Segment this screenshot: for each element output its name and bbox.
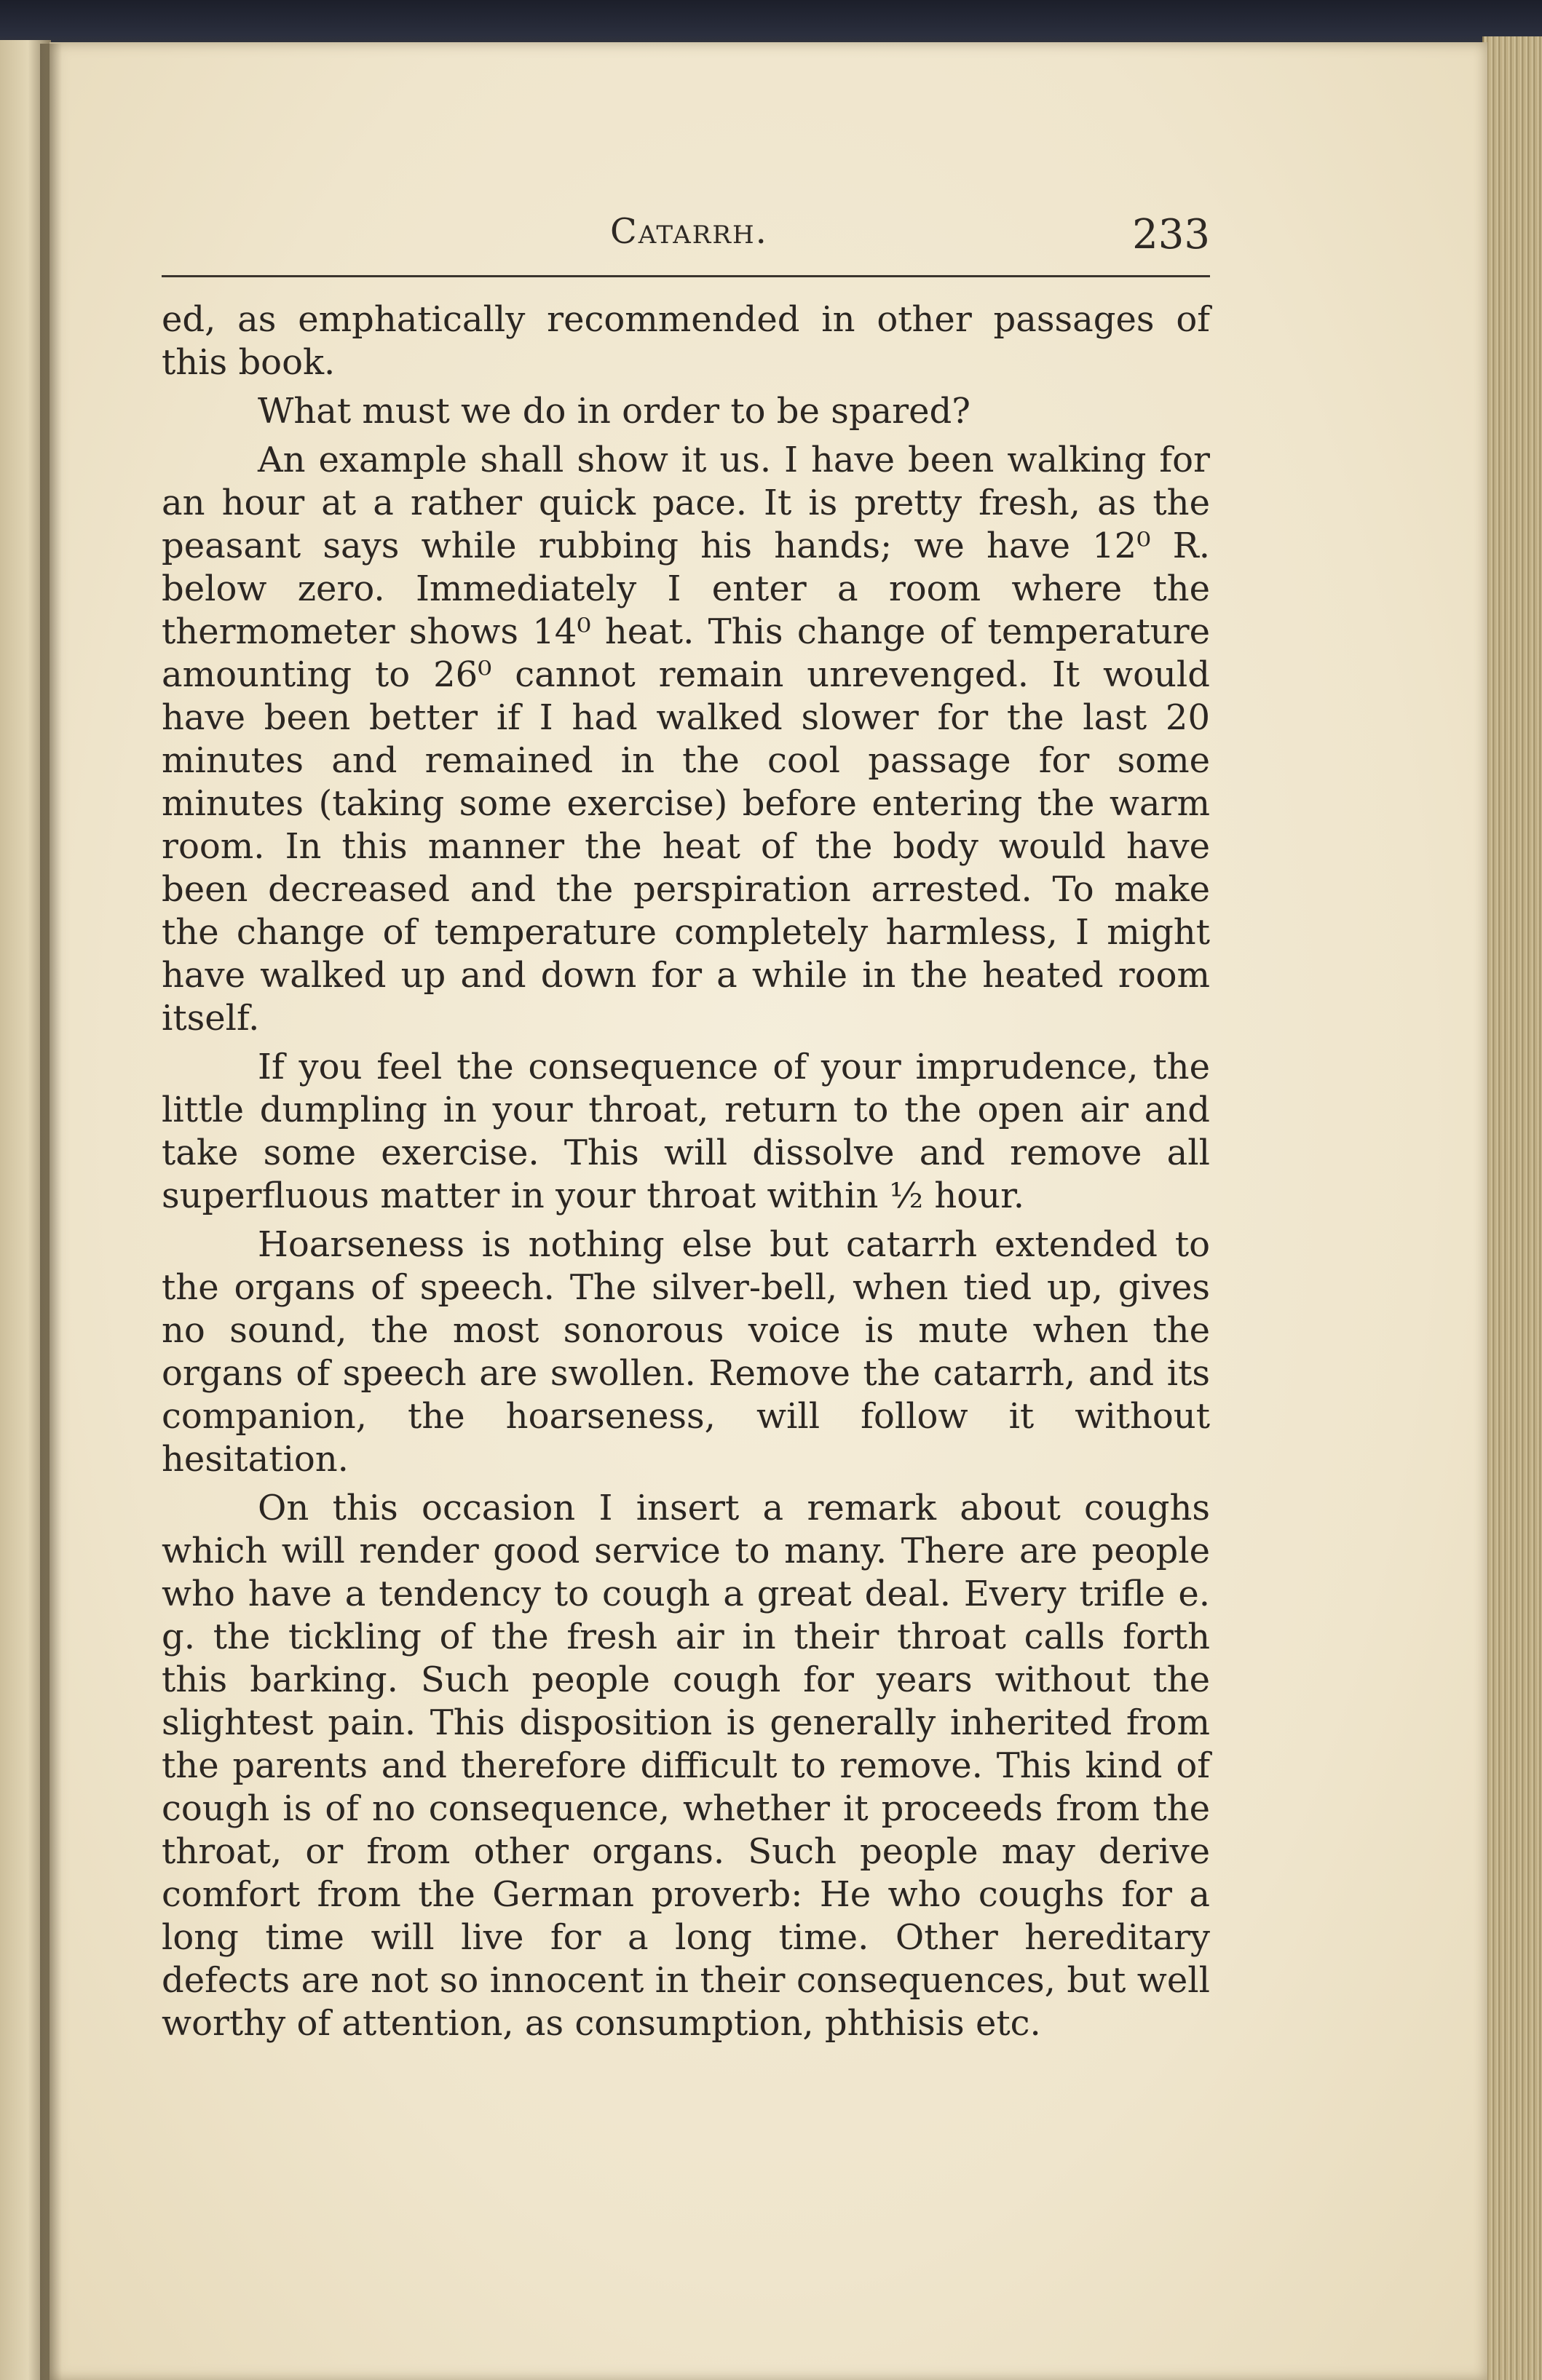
page-edges: [1482, 36, 1542, 2380]
paragraph: What must we do in order to be spared?: [258, 391, 970, 432]
chapter-title: Catarrh.: [610, 211, 768, 252]
header-rule: [162, 275, 1210, 277]
running-head: [162, 211, 1210, 269]
paragraph: If you feel the consequence of your imprudence, the little dumpling in your throat, return to the open air and take some exercise. This will dissolve and remove all superfluous matter in your throat within ½ hour.: [162, 1047, 1210, 1216]
paragraph: An example shall show it us. I have been walking for an hour at a rather quick pace. It is pretty fresh, as the peasant says while rubbing his hands; we have 12⁰ R. below zero. Immediately I enter a room where the thermometer shows 14⁰ heat. This change of temperature amounting to 26⁰ cannot remain unrevenged. It would have been better if I had walked slower for the last 20 minutes and remained in the cool passage for some minutes (taking some exercise) before entering the warm room. In this manner the heat of the body would have been decreased and the perspiration arrested. To make the change of temperature completely harmless, I might have walked up and down for a while in the heated room itself.: [162, 440, 1210, 1039]
paragraph: ed, as emphatically recommended in other passages of this book.: [162, 299, 1210, 383]
paragraph: On this occasion I insert a remark about coughs which will render good service to many. There are people who have a tendency to cough a great deal. Every trifle e. g. the tickling of the fresh air in their throat calls forth this barking. Such people cough for years without the slightest pain. This disposition is generally inherited from the parents and therefore difficult to remove. This kind of cough is of no consequence, whether it proceeds from the throat, or from other organs. Such people may derive comfort from the German proverb: He who coughs for a long time will live for a long time. Other hereditary defects are not so innocent in their consequences, but well worthy of attention, as consumption, phthisis etc.: [162, 1488, 1210, 2044]
body-text: [162, 298, 1210, 2051]
paragraph: Hoarseness is nothing else but catarrh extended to the organs of speech. The silver-bell, when tied up, gives no sound, the most sonorous voice is mute when the organs of speech are swollen. Remove the catarrh, and its companion, the hoarseness, will follow it without hesitation.: [162, 1224, 1210, 1480]
page-number: 233: [1132, 211, 1210, 258]
gutter-shadow: [40, 44, 62, 2380]
